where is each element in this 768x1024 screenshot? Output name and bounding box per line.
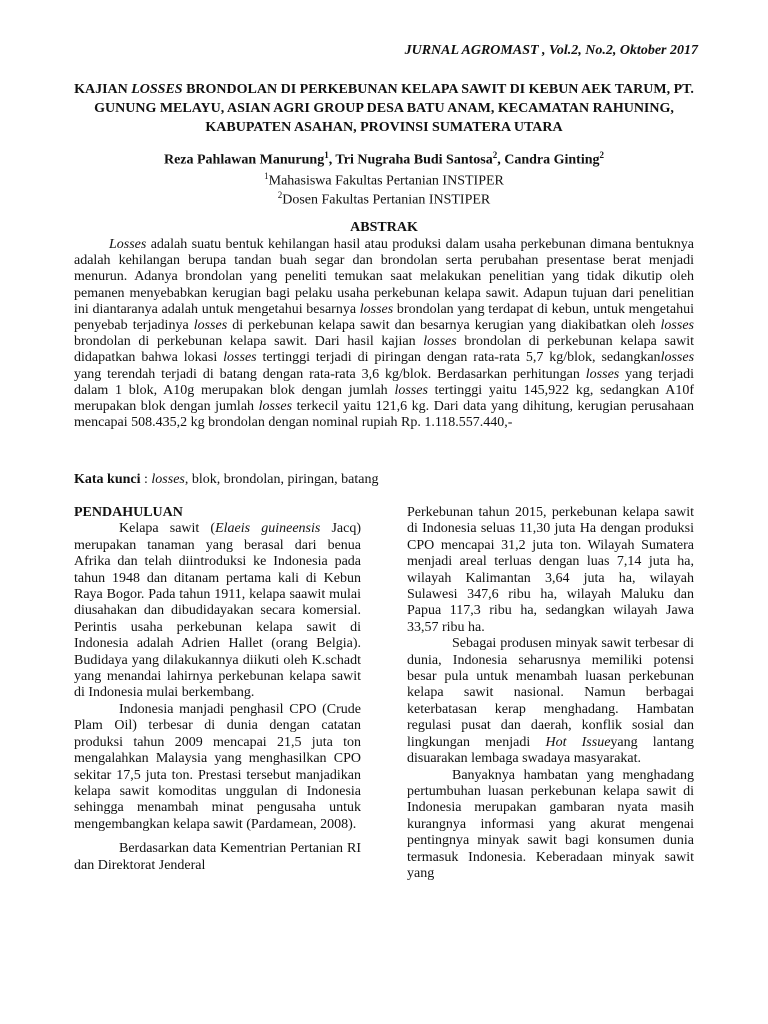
author-3-sup: 2 (599, 150, 605, 160)
abstract-seg: terkecil yaitu 121,6 kg. Dari data yang dihitung, kerugian perusahaan mencapai 508.435,2 kg brondolan dengan nominal rupiah Rp. 1.118.557.440,- (74, 399, 694, 431)
abstract-seg: Losses (109, 237, 147, 252)
column-left (74, 505, 361, 874)
keyword-losses: losses (151, 472, 185, 487)
abstract-seg: brondolan di perkebunan kelapa sawit. Dari hasil kajian (74, 334, 424, 350)
affiliation-2 (74, 186, 694, 210)
section-heading-pendahuluan: PENDAHULUAN (74, 505, 183, 520)
paragraph-2: Indonesia manjadi penghasil CPO (Crude Plam Oil) terbesar di dunia dengan catatan produksi tahun 2009 mencapai 21,5 juta ton mengalahkan Malaysia yang menghasilkan CPO sekitar 17,5 juta ton. Prestasi tersebut manjadikan kelapa sawit komoditas unggulan di Indonesia sehingga menambah minat pengusaha untuk mengembangkan kelapa sawit (Pardamean, 2008). (74, 701, 361, 832)
p4-a: Sebagai produsen minyak sawit terbesar di dunia, Indonesia seharusnya memiliki potensi besar pula untuk menambah luasan perkebunan kelapa sawit nasional. Namun berbagai keterbatasan kerap menghadang. Hambatan regulasi pusat dan daerah, konflik sosial dan lingkungan menjadi (407, 636, 694, 750)
p4-italic: Hot Issue (545, 734, 611, 750)
abstract-seg: adalah suatu bentuk kehilangan hasil atau produksi dalam usaha perkebunan dimana bentuknya adalah kehilangan berupa tandan buah segar dan brondolan serta perubahan presentase berat menjadi menurun. Adanya brondolan yang peneliti temukan saat melakukan penelitian yang tidak dikutip oleh pemanen menyebabkan kerugian bagi pelaku usaha perkebunan kelapa sawit. Adapun tujuan dari penelitian ini diantaranya adalah untuk mengetahui besarnya (74, 237, 694, 317)
abstract-seg: losses (223, 350, 257, 366)
abstract-seg: losses (359, 301, 394, 317)
keywords-label: Kata kunci (74, 472, 141, 487)
abstract-seg: tertinggi yaitu 145,922 kg, sedangkan A10f merupakan blok dengan jumlah (74, 382, 694, 415)
author-3: , Candra Ginting (497, 152, 600, 168)
abstract-seg: losses (193, 318, 228, 334)
author-1: Reza Pahlawan Manurung (163, 152, 325, 168)
paper-title (74, 80, 694, 137)
abstract-seg: tertinggi terjadi di piringan dengan rata-rata 5,7 kg/blok, sedangkan (256, 350, 661, 366)
abstract-seg: losses (258, 399, 293, 415)
keywords (74, 472, 694, 488)
title-part-2: LOSSES (131, 82, 183, 97)
paragraph-3: Berdasarkan data Kementrian Pertanian RI dan Direktorat Jenderal (74, 841, 361, 873)
abstract-seg: yang terendah terjadi di batang dengan rata-rata 3,6 kg/blok. Berdasarkan perhitungan (74, 366, 586, 382)
abstract-seg: losses (585, 366, 620, 382)
paragraph-1 (74, 521, 361, 701)
abstract-seg: losses (660, 318, 694, 334)
abstract-seg: losses (394, 382, 428, 398)
paragraph-4 (407, 636, 694, 767)
abstract-seg: di perkebunan kelapa sawit dan besarnya kerugian yang diakibatkan oleh (227, 318, 661, 334)
keywords-rest: , blok, brondolan, piringan, batang (184, 472, 379, 487)
column-right (407, 505, 694, 882)
title-part-3: BRONDOLAN DI PERKEBUNAN KELAPA SAWIT DI KEBUN AEK TARUM, PT. GUNUNG MELAYU, ASIAN AGRI GROUP DESA BATU ANAM, KECAMATAN RAHUNING, KABUPATEN ASAHAN, PROVINSI SUMATERA UTARA (94, 82, 694, 135)
p1-b: Jacq) merupakan tanaman yang berasal dari benua Afrika dan telah diintroduksi ke Indonesia pada tahun 1948 dan ditanam pertama kali di Kebun Raya Bogor. Pada tahun 1911, kelapa saawit mulai diusahakan dan dibudidayakan secara komersial. Perintis usaha perkebunan kelapa sawit di Indonesia adalah Adrien Hallet (orang Belgia). Budidaya yang dilakukannya diikuti oleh K.schadt yang menandai lahirnya perkebunan kelapa sawit di Indonesia mulai berkembang. (74, 521, 361, 701)
affiliation-1-text: Mahasiswa Fakultas Pertanian INSTIPER (268, 173, 504, 189)
author-2-sup: 2 (492, 150, 498, 160)
abstract-body (74, 237, 694, 431)
abstract-seg: losses (423, 334, 457, 350)
journal-header: JURNAL AGROMAST , Vol.2, No.2, Oktober 2017 (404, 43, 698, 58)
abstract-seg: brondolan yang terdapat di kebun, untuk mengetahui penyebab terjadinya (74, 301, 694, 334)
paragraph-5: Banyaknya hambatan yang menghadang pertumbuhan luasan perkebunan kelapa sawit di Indonesia merupakan gambaran nyata masih kurangnya informasi yang akurat mengenai pentingnya minyak sawit bagi konsumen dunia termasuk Indonesia. Keberadaan minyak sawit yang (407, 767, 694, 881)
keywords-sep: : (140, 472, 152, 487)
author-list (74, 150, 694, 169)
author-2: , Tri Nugraha Budi Santosa (328, 152, 493, 168)
affiliation-2-text: Dosen Fakultas Pertanian INSTIPER (282, 192, 491, 208)
p1-italic: Elaeis guineensis (215, 521, 321, 537)
p4-b: yang lantang disuarakan lembaga swadaya masyarakat. (407, 734, 695, 767)
title-part-1: KAJIAN (74, 82, 132, 97)
abstract-heading: ABSTRAK (350, 220, 418, 235)
p1-a: Kelapa sawit ( (119, 521, 216, 537)
affiliation-1-sup: 1 (264, 171, 269, 181)
abstract-seg: yang terjadi dalam 1 blok, A10g merupakan blok dengan jumlah (74, 366, 694, 398)
affiliation-2-sup: 2 (277, 190, 283, 200)
abstract-seg: brondolan di perkebunan kelapa sawit didapatkan bahwa lokasi (74, 334, 694, 366)
abstract-seg: losses (660, 350, 695, 366)
author-1-sup: 1 (324, 150, 329, 160)
paragraph-3-continued: Perkebunan tahun 2015, perkebunan kelapa sawit di Indonesia seluas 11,30 juta Ha dengan produksi CPO mencapai 31,2 juta ton. Wilayah Sumatera menjadi areal terluas dengan luas 7,14 juta ha, wilayah Kalimantan 3,64 juta ha, wilayah Sulawesi 347,6 ribu ha, wilayah Maluku dan Papua 117,3 ribu ha, sedangkan wilayah Jawa 33,57 ribu ha. (407, 505, 694, 635)
